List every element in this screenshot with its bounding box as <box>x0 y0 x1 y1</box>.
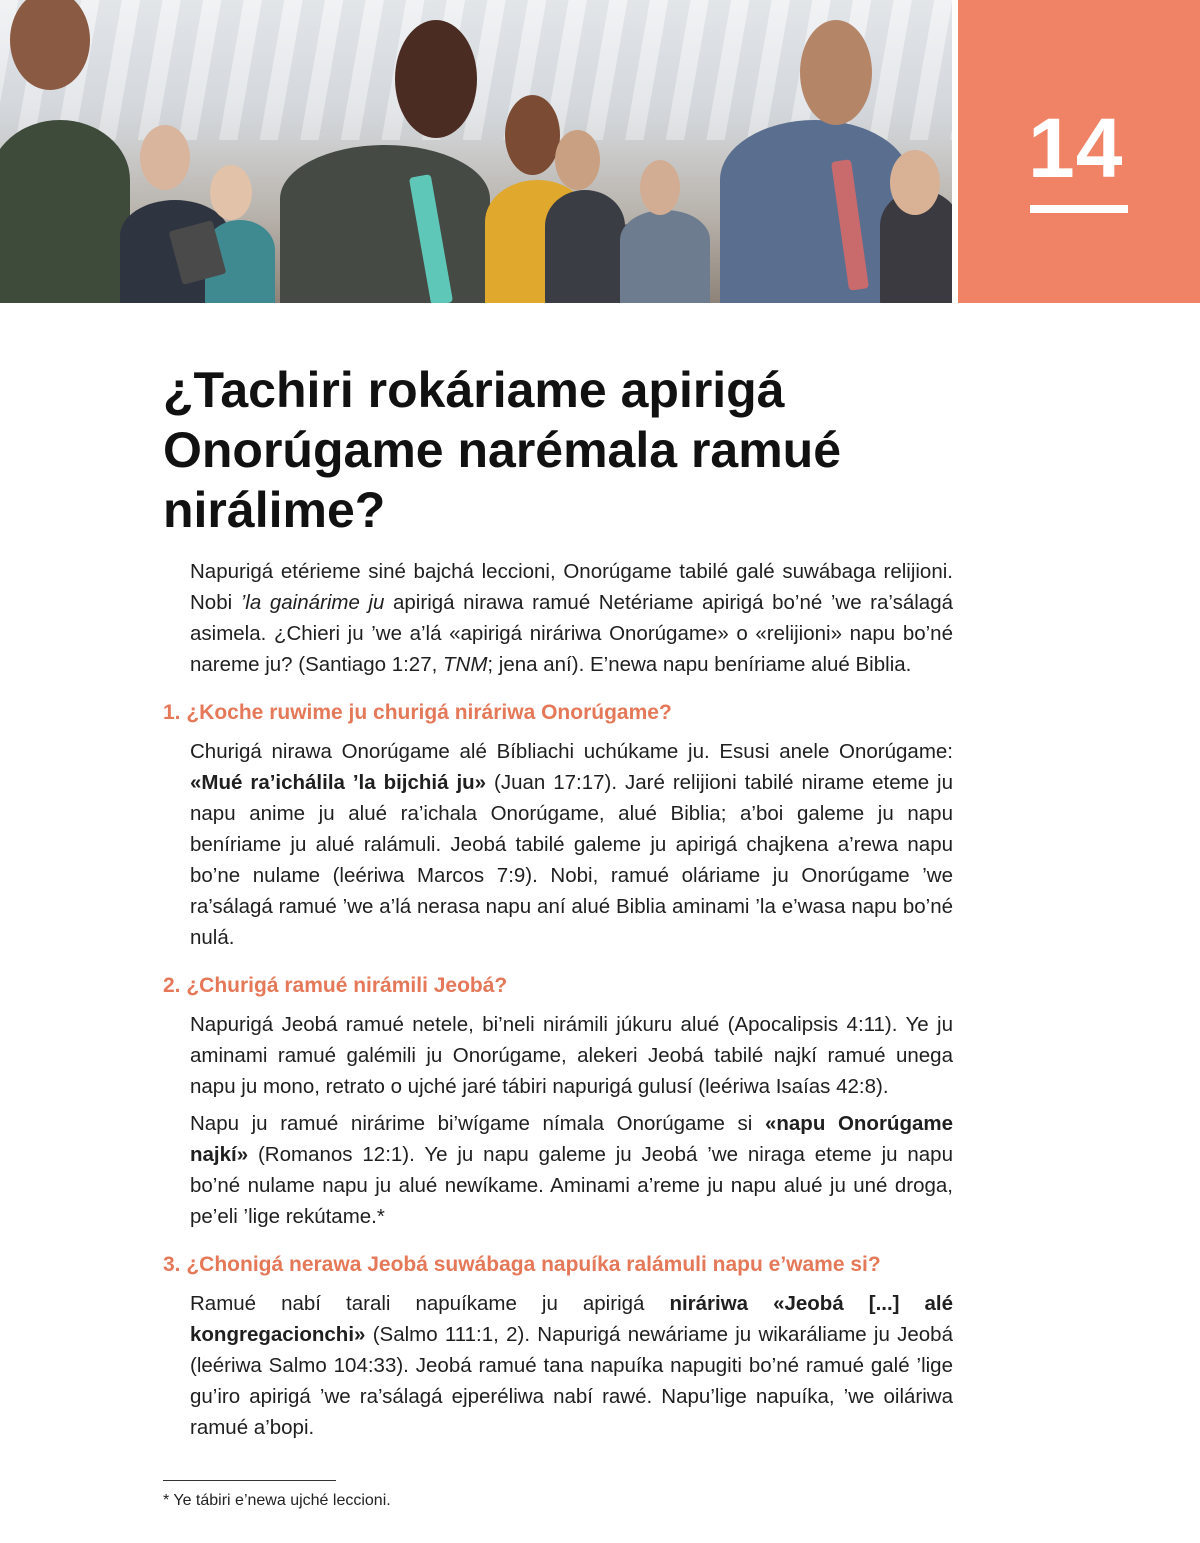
lesson-number-badge <box>958 0 1200 303</box>
answer-paragraph <box>190 1108 953 1232</box>
bold-quote: «Mué ra’ichálila ’la bijchiá ju» <box>190 771 487 794</box>
answer-paragraph <box>190 1009 953 1102</box>
question-heading: 1. ¿Koche ruwime ju churigá niráriwa Onorúgame? <box>163 701 672 724</box>
question-heading: 3. ¿Chonigá nerawa Jeobá suwábaga napuíka ralámuli napu e’wame si? <box>163 1253 881 1276</box>
footnote: * Ye tábiri e’newa ujché leccioni. <box>163 1492 391 1509</box>
person-figure <box>620 210 710 303</box>
lesson-body <box>163 556 953 1443</box>
text-run: Ramué nabí tarali napuíkame ju apirigá <box>190 1292 670 1315</box>
person-figure <box>0 120 130 303</box>
person-head <box>395 20 477 138</box>
text-run: (Salmo 111:1, 2). Napurigá newáriame ju wikaráliame ju Jeobá (leériwa Salmo 104:33). Jeobá ramué tana napuíka napugiti bo’né ramué galé ’lige gu’iro apirigá ’we ra’sálagá ejperéliwa nabí rawé. Napu’lige napuíka, ’we oiláriwa ramué a’bopi. <box>190 1323 953 1439</box>
page-title: ¿Tachiri rokáriame apirigá Onorúgame narémala ramué nirálime? <box>163 362 842 538</box>
text-run: apirigá nirawa ramué Netériame apirigá bo’né ’we ra’sálagá asimela. ¿Chieri ju ’we a’lá «apirigá niráriwa Onorúgame» o «relijioni» napu bo’né nareme ju? (Santiago 1:27, <box>190 591 954 676</box>
bold-quote: «napu Onorúgame najkí» <box>190 1112 954 1166</box>
text-run: ; jena aní). E’newa napu beníriame alué Biblia. <box>487 653 912 676</box>
person-head <box>555 130 600 190</box>
person-head <box>890 150 940 215</box>
text-run: Napurigá Jeobá ramué netele, bi’neli nirámili júkuru alué (Apocalipsis 4:11). Ye ju aminami ramué galémili ju Onorúgame, alekeri Jeobá tabilé najkí ramué unega napu ju mono, retrato o ujché jaré tábiri napurigá gulusí (leériwa Isaías 42:8). <box>190 1013 953 1098</box>
person-head <box>140 125 190 190</box>
person-head <box>800 20 872 125</box>
text-run: (Juan 17:17). Jaré relijioni tabilé nirame eteme ju napu anime ju alué ra’ichala Onorúgame, alué Biblia; a’boi galeme ju napu beníriame ju alué ralámuli. Jeobá tabilé galeme ju apirigá chajkena a’rewa napu bo’ne nulame (leériwa Marcos 7:9). Nobi, ramué oláriame ju Onorúgame ’we ra’sálagá ramué ’we a’lá nerasa napu aní alué Biblia aminami ’la e’wasa napu bo’né nulá. <box>190 771 953 949</box>
text-run: (Romanos 12:1). Ye ju napu galeme ju Jeobá ’we niraga eteme ju napu bo’né nulame napu ju alué newíkame. Aminami a’reme ju napu alué ju uné droga, pe’eli ’lige rekútame.* <box>190 1143 953 1228</box>
italic-text: ’la gainárime ju <box>240 591 385 614</box>
intro-paragraph <box>190 556 953 680</box>
person-head <box>505 95 560 175</box>
text-run: Napurigá etérieme siné bajchá leccioni, Onorúgame tabilé galé suwábaga relijioni. Nobi <box>190 560 953 614</box>
person-head <box>640 160 680 215</box>
italic-text: TNM <box>443 653 488 676</box>
answer-paragraph <box>190 1288 953 1443</box>
text-run: Napu ju ramué nirárime bi’wígame nímala Onorúgame si <box>190 1112 765 1135</box>
lesson-number: 14 <box>1028 101 1124 195</box>
question-heading: 2. ¿Churigá ramué nirámili Jeobá? <box>163 974 508 997</box>
header-photo <box>0 0 952 303</box>
person-head <box>210 165 252 220</box>
lesson-number-underline <box>1030 205 1128 213</box>
answer-paragraph <box>190 736 953 953</box>
footnote-divider <box>163 1480 336 1481</box>
bold-quote: niráriwa «Jeobá [...] alé kongregacionchi» <box>190 1292 954 1346</box>
person-figure <box>545 190 625 303</box>
text-run: Churigá nirawa Onorúgame alé Bíbliachi uchúkame ju. Esusi anele Onorúgame: <box>190 740 953 763</box>
person-figure <box>280 145 490 303</box>
